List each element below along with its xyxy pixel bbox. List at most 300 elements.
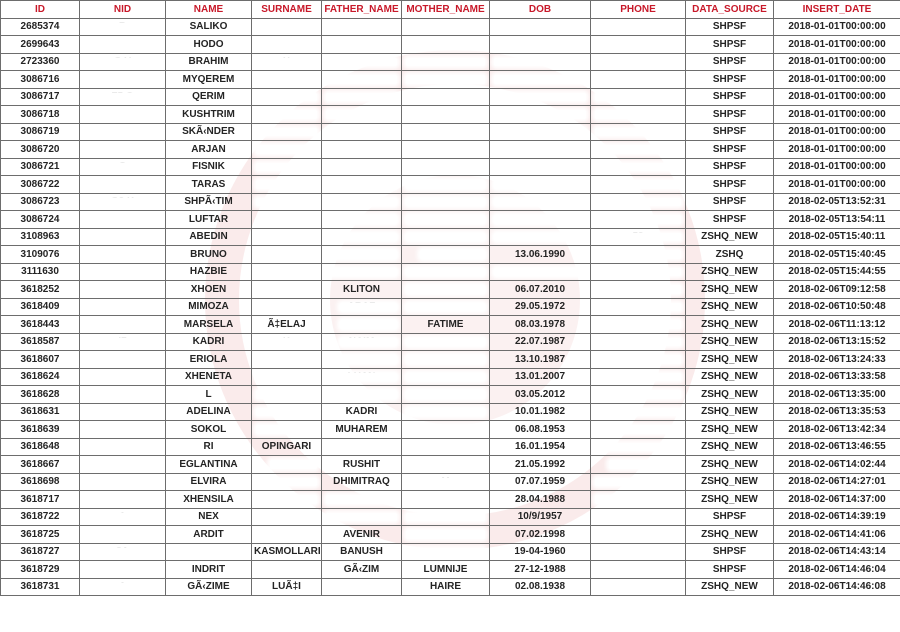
cell-father bbox=[322, 18, 402, 36]
cell-source: ZSHQ_NEW bbox=[686, 473, 774, 491]
cell-id: 3618639 bbox=[1, 421, 80, 439]
redaction-mark bbox=[98, 110, 161, 119]
cell-mother bbox=[402, 421, 490, 439]
cell-source: ZSHQ_NEW bbox=[686, 526, 774, 544]
redaction-mark bbox=[595, 128, 681, 137]
redaction-mark bbox=[595, 40, 681, 49]
cell-id: 3618409 bbox=[1, 298, 80, 316]
table-row bbox=[1, 298, 900, 316]
redaction-mark bbox=[595, 530, 681, 539]
redaction-mark bbox=[494, 58, 586, 67]
redaction-mark bbox=[595, 495, 681, 504]
cell-source: ZSHQ_NEW bbox=[686, 333, 774, 351]
cell-id: 3109076 bbox=[1, 246, 80, 264]
cell-father: AVENIR bbox=[322, 526, 402, 544]
redaction-mark bbox=[406, 233, 485, 242]
cell-name: QERIM bbox=[166, 88, 252, 106]
redaction-mark bbox=[256, 180, 317, 189]
redaction-mark bbox=[340, 390, 397, 399]
table-row bbox=[1, 491, 900, 509]
cell-surname bbox=[252, 491, 322, 509]
redaction-mark bbox=[406, 390, 485, 399]
cell-name: KADRI bbox=[166, 333, 252, 351]
table-row bbox=[1, 36, 900, 54]
cell-id: 3086720 bbox=[1, 141, 80, 159]
table-row bbox=[1, 456, 900, 474]
cell-name: SALIKO bbox=[166, 18, 252, 36]
column-header-dob: DOB bbox=[490, 1, 591, 19]
redaction-mark bbox=[326, 58, 397, 67]
table-row bbox=[1, 141, 900, 159]
cell-id: 3618727 bbox=[1, 543, 80, 561]
table-row bbox=[1, 193, 900, 211]
cell-nid bbox=[80, 53, 166, 71]
cell-source: SHPSF bbox=[686, 141, 774, 159]
redaction-mark bbox=[406, 110, 485, 119]
table-row bbox=[1, 508, 900, 526]
cell-nid bbox=[80, 368, 166, 386]
redaction-mark bbox=[406, 443, 485, 452]
cell-date: 2018-01-01T00:00:00 bbox=[774, 176, 900, 194]
redaction-mark bbox=[326, 495, 397, 504]
column-header-name: NAME bbox=[166, 1, 252, 19]
redaction-mark bbox=[406, 530, 485, 539]
cell-dob bbox=[490, 71, 591, 89]
cell-surname bbox=[252, 193, 322, 211]
cell-phone bbox=[591, 88, 686, 106]
column-header-surname: SURNAME bbox=[252, 1, 322, 19]
cell-father bbox=[322, 386, 402, 404]
redaction-mark bbox=[326, 583, 397, 592]
cell-mother bbox=[402, 123, 490, 141]
cell-date: 2018-02-06T10:50:48 bbox=[774, 298, 900, 316]
cell-source: ZSHQ_NEW bbox=[686, 228, 774, 246]
redaction-mark bbox=[595, 285, 681, 294]
table-row bbox=[1, 403, 900, 421]
redaction-mark bbox=[494, 268, 586, 277]
cell-source: ZSHQ_NEW bbox=[686, 438, 774, 456]
cell-phone bbox=[591, 456, 686, 474]
cell-dob bbox=[490, 176, 591, 194]
cell-phone bbox=[591, 106, 686, 124]
cell-source: ZSHQ_NEW bbox=[686, 403, 774, 421]
cell-phone bbox=[591, 158, 686, 176]
cell-id: 3618698 bbox=[1, 473, 80, 491]
cell-name: HODO bbox=[166, 36, 252, 54]
cell-id: 3108963 bbox=[1, 228, 80, 246]
cell-source: SHPSF bbox=[686, 123, 774, 141]
cell-source: SHPSF bbox=[686, 561, 774, 579]
redaction-mark bbox=[406, 495, 485, 504]
cell-date: 2018-02-06T13:35:00 bbox=[774, 386, 900, 404]
cell-mother bbox=[402, 211, 490, 229]
redaction-mark bbox=[256, 233, 317, 242]
cell-surname: Ã‡ELAJ bbox=[252, 316, 322, 334]
redaction-mark bbox=[595, 163, 681, 172]
redaction-mark bbox=[256, 23, 317, 32]
cell-date: 2018-01-01T00:00:00 bbox=[774, 106, 900, 124]
redaction-mark bbox=[256, 198, 317, 207]
redaction-mark bbox=[326, 40, 397, 49]
cell-name: KUSHTRIM bbox=[166, 106, 252, 124]
cell-surname bbox=[252, 508, 322, 526]
cell-nid bbox=[80, 36, 166, 54]
cell-date: 2018-02-06T14:43:14 bbox=[774, 543, 900, 561]
cell-name: L bbox=[166, 386, 252, 404]
cell-id: 3086719 bbox=[1, 123, 80, 141]
redaction-mark bbox=[420, 250, 485, 259]
table-row bbox=[1, 106, 900, 124]
cell-name: ADELINA bbox=[166, 403, 252, 421]
cell-mother bbox=[402, 368, 490, 386]
cell-source: ZSHQ_NEW bbox=[686, 386, 774, 404]
cell-nid bbox=[80, 456, 166, 474]
redaction-mark bbox=[340, 303, 397, 312]
cell-date: 2018-02-06T13:35:53 bbox=[774, 403, 900, 421]
redaction-mark bbox=[326, 233, 397, 242]
cell-mother: FATIME bbox=[402, 316, 490, 334]
redaction-mark bbox=[256, 565, 317, 574]
redaction-mark bbox=[494, 198, 586, 207]
cell-mother bbox=[402, 333, 490, 351]
cell-id: 2699643 bbox=[1, 36, 80, 54]
redaction-mark bbox=[98, 583, 161, 592]
cell-mother bbox=[402, 88, 490, 106]
cell-dob bbox=[490, 106, 591, 124]
cell-source: ZSHQ_NEW bbox=[686, 298, 774, 316]
table-row bbox=[1, 71, 900, 89]
redaction-mark bbox=[406, 425, 485, 434]
redaction-mark bbox=[326, 128, 397, 137]
redaction-mark bbox=[98, 495, 161, 504]
redaction-mark bbox=[326, 443, 397, 452]
redaction-mark bbox=[340, 338, 397, 347]
cell-father: MUHAREM bbox=[322, 421, 402, 439]
redaction-mark bbox=[494, 23, 586, 32]
redaction-mark bbox=[98, 250, 161, 259]
redaction-mark bbox=[326, 198, 397, 207]
redaction-mark bbox=[595, 110, 681, 119]
cell-source: SHPSF bbox=[686, 36, 774, 54]
cell-name: BRAHIM bbox=[166, 53, 252, 71]
cell-dob: 10/9/1957 bbox=[490, 508, 591, 526]
cell-dob: 19-04-1960 bbox=[490, 543, 591, 561]
cell-phone bbox=[591, 176, 686, 194]
cell-id: 2685374 bbox=[1, 18, 80, 36]
cell-father bbox=[322, 578, 402, 596]
cell-phone bbox=[591, 403, 686, 421]
redaction-mark bbox=[406, 338, 485, 347]
redaction-mark bbox=[326, 145, 397, 154]
redaction-mark bbox=[84, 373, 161, 382]
redaction-mark bbox=[406, 128, 485, 137]
table-row bbox=[1, 53, 900, 71]
redaction-mark bbox=[84, 180, 161, 189]
cell-phone bbox=[591, 333, 686, 351]
cell-date: 2018-02-05T15:40:11 bbox=[774, 228, 900, 246]
cell-father bbox=[322, 246, 402, 264]
redaction-mark bbox=[326, 250, 397, 259]
redaction-mark bbox=[595, 303, 681, 312]
cell-father: KLITON bbox=[322, 281, 402, 299]
redaction-mark bbox=[406, 93, 485, 102]
redaction-mark bbox=[609, 180, 681, 189]
cell-dob bbox=[490, 36, 591, 54]
cell-father bbox=[322, 71, 402, 89]
cell-id: 3618648 bbox=[1, 438, 80, 456]
redaction-mark bbox=[98, 548, 161, 557]
redaction-mark bbox=[84, 408, 161, 417]
table-row bbox=[1, 158, 900, 176]
cell-nid bbox=[80, 298, 166, 316]
cell-id: 2723360 bbox=[1, 53, 80, 71]
redaction-mark bbox=[256, 425, 317, 434]
redaction-mark bbox=[406, 268, 485, 277]
cell-phone bbox=[591, 578, 686, 596]
cell-mother bbox=[402, 158, 490, 176]
redaction-mark bbox=[84, 233, 161, 242]
cell-name: GÃ‹ZIME bbox=[166, 578, 252, 596]
redaction-mark bbox=[595, 93, 681, 102]
cell-source: SHPSF bbox=[686, 88, 774, 106]
cell-source: SHPSF bbox=[686, 176, 774, 194]
cell-name: ARJAN bbox=[166, 141, 252, 159]
cell-nid bbox=[80, 158, 166, 176]
redaction-mark bbox=[406, 180, 485, 189]
table-row bbox=[1, 18, 900, 36]
cell-phone bbox=[591, 123, 686, 141]
table-row bbox=[1, 263, 900, 281]
table-row bbox=[1, 351, 900, 369]
cell-nid bbox=[80, 246, 166, 264]
cell-phone bbox=[591, 281, 686, 299]
cell-nid bbox=[80, 351, 166, 369]
redaction-mark bbox=[406, 23, 485, 32]
table-row bbox=[1, 421, 900, 439]
cell-mother bbox=[402, 106, 490, 124]
redaction-mark bbox=[326, 75, 397, 84]
cell-id: 3086716 bbox=[1, 71, 80, 89]
cell-surname bbox=[252, 106, 322, 124]
redaction-mark bbox=[98, 23, 161, 32]
cell-id: 3086722 bbox=[1, 176, 80, 194]
header-row bbox=[1, 1, 900, 19]
redaction-mark bbox=[98, 145, 161, 154]
table-row bbox=[1, 473, 900, 491]
cell-name: HAZBIE bbox=[166, 263, 252, 281]
redaction-mark bbox=[494, 145, 586, 154]
table-row bbox=[1, 88, 900, 106]
cell-date: 2018-02-06T13:33:58 bbox=[774, 368, 900, 386]
cell-dob: 13.01.2007 bbox=[490, 368, 591, 386]
cell-surname: LUÃ‡I bbox=[252, 578, 322, 596]
cell-nid bbox=[80, 281, 166, 299]
redaction-mark bbox=[256, 373, 317, 382]
cell-source: ZSHQ_NEW bbox=[686, 421, 774, 439]
cell-dob bbox=[490, 193, 591, 211]
redaction-mark bbox=[609, 320, 681, 329]
cell-name: MYQEREM bbox=[166, 71, 252, 89]
redaction-mark bbox=[595, 583, 681, 592]
cell-surname bbox=[252, 473, 322, 491]
redaction-mark bbox=[256, 40, 317, 49]
cell-id: 3086721 bbox=[1, 158, 80, 176]
redaction-mark bbox=[609, 233, 681, 242]
redaction-mark bbox=[494, 110, 586, 119]
table-row bbox=[1, 316, 900, 334]
cell-dob bbox=[490, 211, 591, 229]
cell-date: 2018-02-05T15:44:55 bbox=[774, 263, 900, 281]
redaction-mark bbox=[406, 163, 485, 172]
cell-phone bbox=[591, 193, 686, 211]
cell-id: 3618725 bbox=[1, 526, 80, 544]
cell-father bbox=[322, 36, 402, 54]
cell-date: 2018-01-01T00:00:00 bbox=[774, 53, 900, 71]
cell-surname bbox=[252, 228, 322, 246]
cell-surname bbox=[252, 421, 322, 439]
cell-date: 2018-02-06T14:37:00 bbox=[774, 491, 900, 509]
table-row bbox=[1, 211, 900, 229]
cell-father bbox=[322, 106, 402, 124]
redaction-mark bbox=[340, 355, 397, 364]
cell-dob: 29.05.1972 bbox=[490, 298, 591, 316]
redaction-mark bbox=[326, 215, 397, 224]
redaction-mark bbox=[595, 355, 681, 364]
cell-nid bbox=[80, 386, 166, 404]
cell-nid bbox=[80, 193, 166, 211]
redaction-mark bbox=[84, 530, 161, 539]
redaction-mark bbox=[256, 163, 317, 172]
cell-name: RI bbox=[166, 438, 252, 456]
redaction-mark bbox=[494, 163, 586, 172]
cell-date: 2018-01-01T00:00:00 bbox=[774, 158, 900, 176]
cell-surname bbox=[252, 18, 322, 36]
cell-dob bbox=[490, 18, 591, 36]
cell-id: 3618443 bbox=[1, 316, 80, 334]
cell-surname bbox=[252, 141, 322, 159]
redaction-mark bbox=[406, 75, 485, 84]
cell-date: 2018-02-06T14:41:06 bbox=[774, 526, 900, 544]
redaction-mark bbox=[256, 530, 317, 539]
cell-source: ZSHQ_NEW bbox=[686, 316, 774, 334]
redaction-mark bbox=[98, 355, 161, 364]
redaction-mark bbox=[340, 320, 397, 329]
cell-nid bbox=[80, 561, 166, 579]
cell-id: 3618631 bbox=[1, 403, 80, 421]
cell-surname bbox=[252, 298, 322, 316]
redaction-mark bbox=[406, 408, 485, 417]
redaction-mark bbox=[406, 145, 485, 154]
cell-nid bbox=[80, 263, 166, 281]
redaction-mark bbox=[98, 338, 161, 347]
redaction-mark bbox=[326, 23, 397, 32]
cell-date: 2018-02-06T14:46:04 bbox=[774, 561, 900, 579]
cell-mother bbox=[402, 526, 490, 544]
cell-phone bbox=[591, 491, 686, 509]
cell-mother: HAIRE bbox=[402, 578, 490, 596]
cell-surname bbox=[252, 158, 322, 176]
redaction-mark bbox=[84, 268, 161, 277]
cell-nid bbox=[80, 18, 166, 36]
cell-phone bbox=[591, 298, 686, 316]
column-header-data-source: DATA_SOURCE bbox=[686, 1, 774, 19]
redaction-mark bbox=[326, 513, 397, 522]
redaction-mark bbox=[595, 250, 681, 259]
redaction-mark bbox=[98, 513, 161, 522]
cell-father: DHIMITRAQ bbox=[322, 473, 402, 491]
cell-date: 2018-01-01T00:00:00 bbox=[774, 88, 900, 106]
redaction-mark bbox=[595, 390, 681, 399]
cell-father bbox=[322, 176, 402, 194]
table-row bbox=[1, 123, 900, 141]
cell-dob: 06.07.2010 bbox=[490, 281, 591, 299]
cell-father: BANUSH bbox=[322, 543, 402, 561]
cell-surname bbox=[252, 71, 322, 89]
cell-father bbox=[322, 491, 402, 509]
redaction-mark bbox=[270, 58, 317, 67]
cell-name: SOKOL bbox=[166, 421, 252, 439]
table-row bbox=[1, 176, 900, 194]
cell-dob: 02.08.1938 bbox=[490, 578, 591, 596]
cell-father bbox=[322, 228, 402, 246]
cell-name: ELVIRA bbox=[166, 473, 252, 491]
cell-father bbox=[322, 316, 402, 334]
redaction-mark bbox=[84, 478, 161, 487]
redaction-mark bbox=[326, 93, 397, 102]
cell-surname bbox=[252, 351, 322, 369]
cell-father bbox=[322, 158, 402, 176]
redaction-mark bbox=[609, 75, 681, 84]
cell-nid bbox=[80, 176, 166, 194]
redaction-mark bbox=[256, 145, 317, 154]
cell-father: KADRI bbox=[322, 403, 402, 421]
redaction-mark bbox=[84, 303, 161, 312]
cell-phone bbox=[591, 421, 686, 439]
redaction-mark bbox=[494, 128, 586, 137]
cell-source: SHPSF bbox=[686, 508, 774, 526]
redaction-mark bbox=[326, 110, 397, 119]
cell-surname bbox=[252, 526, 322, 544]
cell-dob bbox=[490, 53, 591, 71]
cell-mother bbox=[402, 36, 490, 54]
cell-surname bbox=[252, 88, 322, 106]
redaction-mark bbox=[406, 373, 485, 382]
redaction-mark bbox=[84, 128, 161, 137]
cell-dob: 13.10.1987 bbox=[490, 351, 591, 369]
cell-nid bbox=[80, 333, 166, 351]
cell-mother bbox=[402, 508, 490, 526]
cell-id: 3618252 bbox=[1, 281, 80, 299]
cell-phone bbox=[591, 386, 686, 404]
cell-date: 2018-02-06T13:46:55 bbox=[774, 438, 900, 456]
cell-date: 2018-02-05T13:54:11 bbox=[774, 211, 900, 229]
redaction-mark bbox=[406, 355, 485, 364]
redaction-mark bbox=[595, 23, 681, 32]
cell-phone bbox=[591, 141, 686, 159]
redaction-mark bbox=[270, 338, 317, 347]
cell-date: 2018-02-06T14:39:19 bbox=[774, 508, 900, 526]
redaction-mark bbox=[84, 460, 161, 469]
cell-father bbox=[322, 141, 402, 159]
cell-father bbox=[322, 263, 402, 281]
cell-dob bbox=[490, 141, 591, 159]
cell-name: BRUNO bbox=[166, 246, 252, 264]
cell-mother bbox=[402, 438, 490, 456]
table-row bbox=[1, 543, 900, 561]
cell-phone bbox=[591, 526, 686, 544]
cell-date: 2018-02-06T14:02:44 bbox=[774, 456, 900, 474]
redaction-mark bbox=[256, 390, 317, 399]
